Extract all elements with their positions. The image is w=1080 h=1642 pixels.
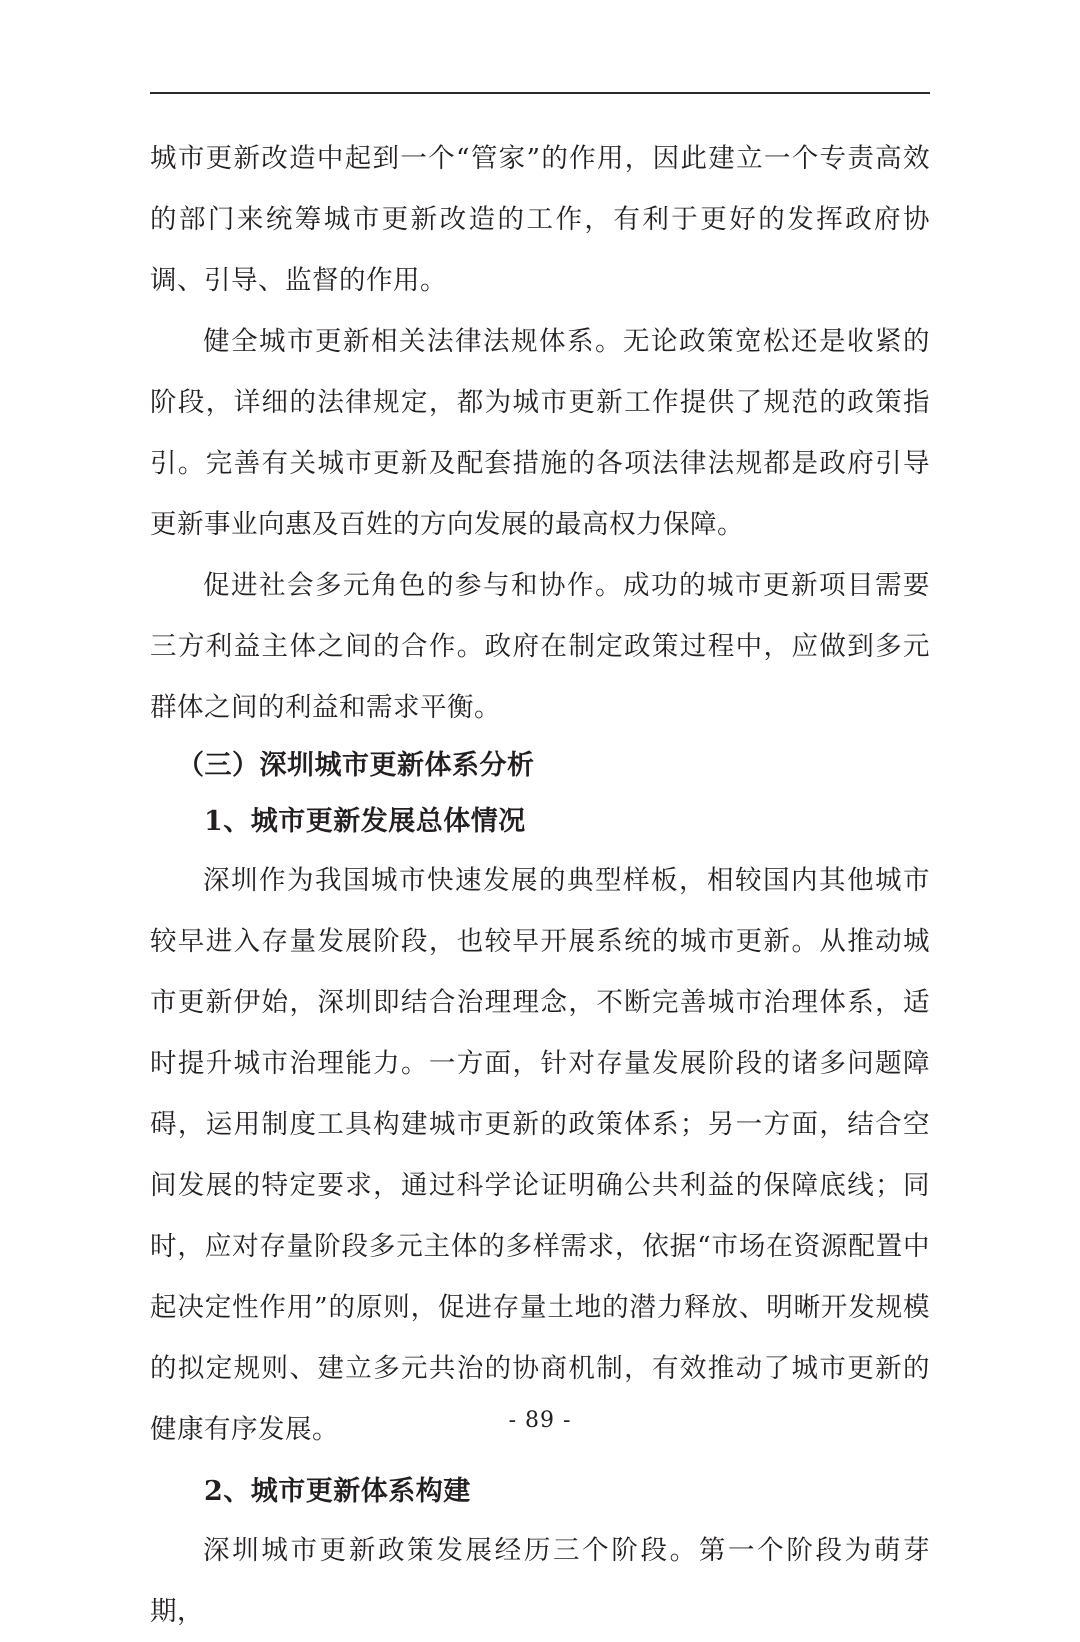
body-paragraph: 深圳作为我国城市快速发展的典型样板，相较国内其他城市较早进入存量发展阶段，也较早开展系统的城市更新。从推动城市更新伊始，深圳即结合治理理念，不断完善城市治理体系，适时提升城市治理能力。一方面，针对存量发展阶段的诸多问题障碍，运用制度工具构建城市更新的政策体系；另一方面，结合空间发展的特定要求，通过科学论证明确公共利益的保障底线；同时，应对存量阶段多元主体的多样需求，依据“市场在资源配置中起决定性作用”的原则，促进存量土地的潜力释放、明晰开发规模的拟定规则、建立多元共治的协商机制，有效推动了城市更新的健康有序发展。 xyxy=(150,865,930,1445)
page-number: - 89 - xyxy=(508,1408,572,1433)
header-divider xyxy=(150,92,930,94)
section-heading-level2: 1、城市更新发展总体情况 xyxy=(204,806,526,837)
section-heading-level1: （三）深圳城市更新体系分析 xyxy=(177,750,535,781)
body-paragraph: 城市更新改造中起到一个“管家”的作用，因此建立一个专责高效的部门来统筹城市更新改造的工作，有利于更好的发挥政府协调、引导、监督的作用。 xyxy=(150,143,930,296)
body-paragraph: 健全城市更新相关法律法规体系。无论政策宽松还是收紧的阶段，详细的法律规定，都为城市更新工作提供了规范的政策指引。完善有关城市更新及配套措施的各项法律法规都是政府引导更新事业向惠及百姓的方向发展的最高权力保障。 xyxy=(150,326,930,540)
section-heading-level2: 2、城市更新体系构建 xyxy=(204,1476,471,1507)
body-paragraph: 深圳城市更新政策发展经历三个阶段。第一个阶段为萌芽期， xyxy=(150,1535,930,1627)
body-paragraph: 促进社会多元角色的参与和协作。成功的城市更新项目需要三方利益主体之间的合作。政府在制定政策过程中，应做到多元群体之间的利益和需求平衡。 xyxy=(150,570,930,723)
